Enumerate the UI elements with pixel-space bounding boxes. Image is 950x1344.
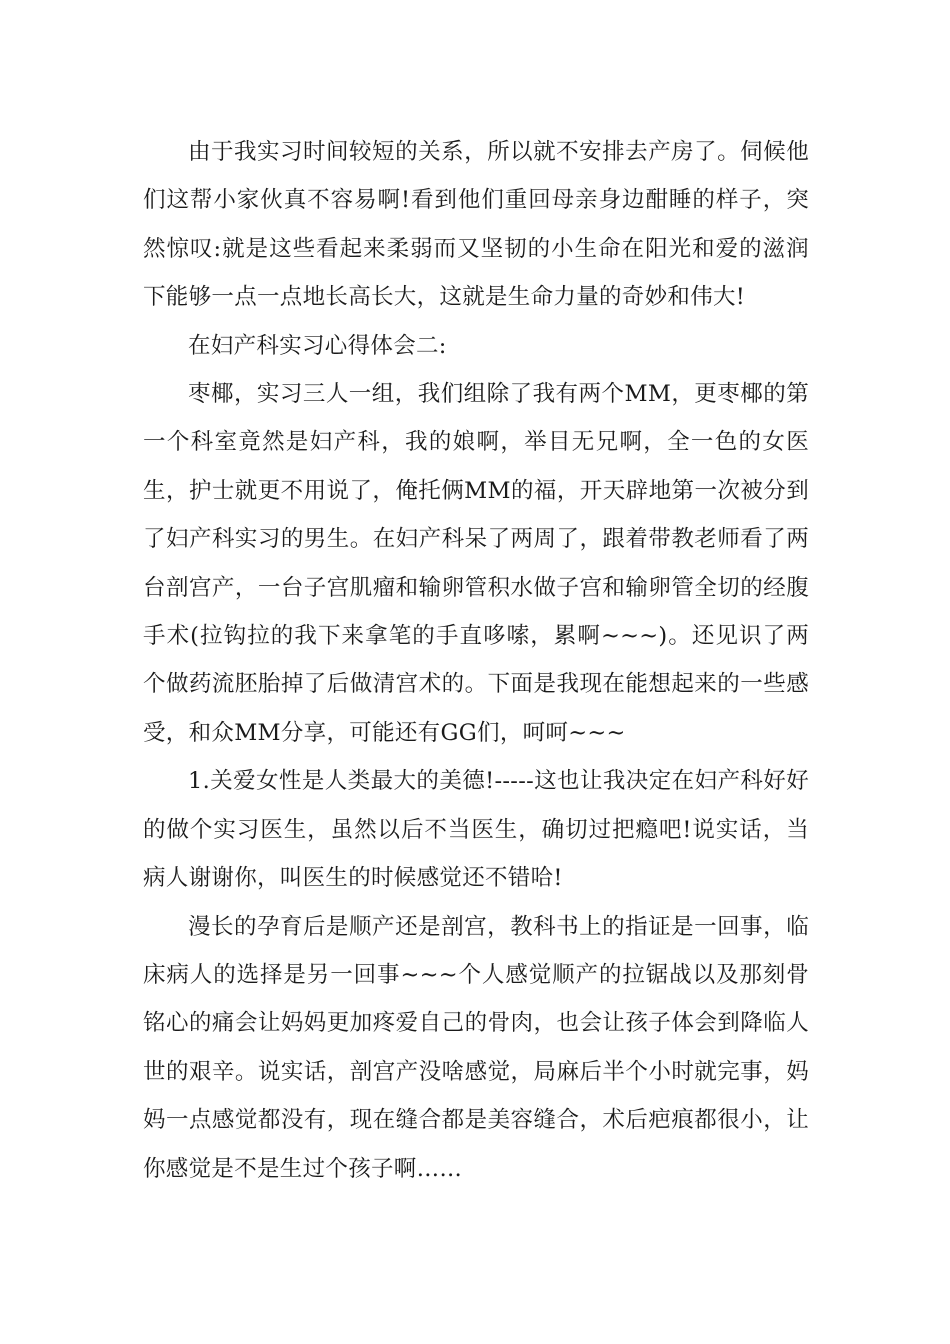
paragraph-3: 1.关爱女性是人类最大的美德!-----这也让我决定在妇产科好好的做个实习医生，虽然以后不当医生，确切过把瘾吧!说实话，当病人谢谢你，叫医生的时候感觉还不错哈! [143, 768, 809, 892]
paragraph-1: 由于我实习时间较短的关系，所以就不安排去产房了。伺候他们这帮小家伙真不容易啊!看到他们重回母亲身边酣睡的样子，突然惊叹:就是这些看起来柔弱而又坚韧的小生命在阳光和爱的滋润下能够一点一点地长高长大，这就是生命力量的奇妙和伟大! [143, 139, 809, 311]
section-heading: 在妇产科实习心得体会二: [188, 332, 447, 359]
paragraph-2: 枣椰，实习三人一组，我们组除了我有两个MM，更枣椰的第一个科室竟然是妇产科，我的娘啊，举目无兄啊，全一色的女医生，护士就更不用说了，俺托俩MM的福，开天辟地第一次被分到了妇产科实习的男生。在妇产科呆了两周了，跟着带教老师看了两台剖宫产，一台子宫肌瘤和输卵管积水做子宫和输卵管全切的经腹手术(拉钩拉的我下来拿笔的手直哆嗦，累啊~~~)。还见识了两个做药流胚胎掉了后做清宫术的。下面是我现在能想起来的一些感受，和众MM分享，可能还有GG们，呵呵~~~ [143, 381, 809, 746]
paragraph-4: 漫长的孕育后是顺产还是剖宫，教科书上的指证是一回事，临床病人的选择是另一回事~~~个人感觉顺产的拉锯战以及那刻骨铭心的痛会让妈妈更加疼爱自己的骨肉，也会让孩子体会到降临人世的艰辛。说实话，剖宫产没啥感觉，局麻后半个小时就完事，妈妈一点感觉都没有，现在缝合都是美容缝合，术后疤痕都很小，让你感觉是不是生过个孩子啊…… [143, 913, 809, 1182]
document-body [143, 128, 809, 1193]
